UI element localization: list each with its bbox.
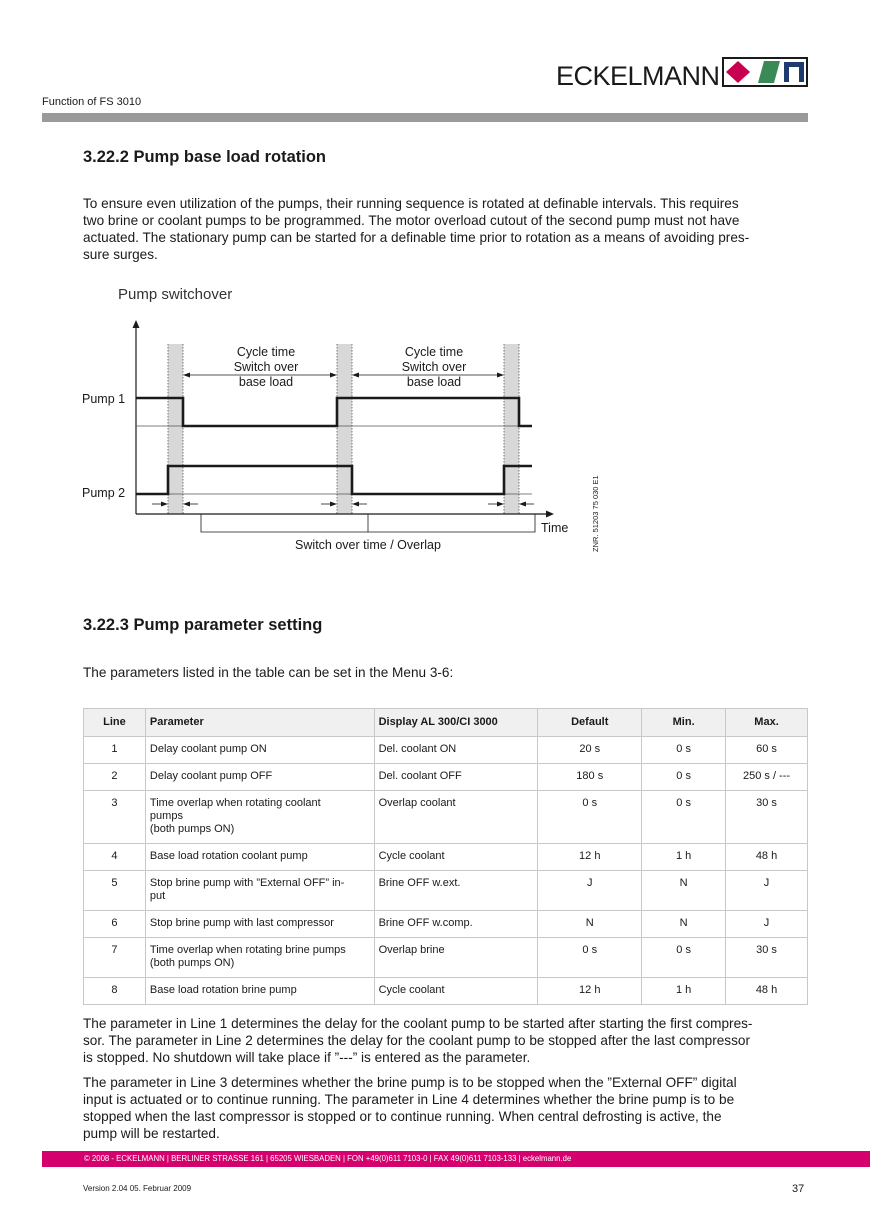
- cell-min: N: [642, 871, 726, 911]
- overlap-band: [337, 344, 352, 514]
- logo-parallelogram-icon: [758, 61, 780, 83]
- cell-line: 8: [84, 978, 146, 1005]
- cell-max: 30 s: [726, 938, 808, 978]
- cell-min: N: [642, 911, 726, 938]
- cell-default: 12 h: [538, 978, 642, 1005]
- pump2-label: Pump 2: [82, 486, 126, 500]
- pump-switchover-diagram: [70, 310, 610, 560]
- cell-display: Brine OFF w.comp.: [374, 911, 538, 938]
- cell-default: 20 s: [538, 737, 642, 764]
- table-header-row: [84, 709, 808, 737]
- cell-display: Cycle coolant: [374, 978, 538, 1005]
- closing-paragraph-2: [83, 1074, 808, 1142]
- cell-max: 48 h: [726, 844, 808, 871]
- footer-contact-text: © 2008 - ECKELMANN | BERLINER STRASSE 161 | 65205 WIESBADEN | FON +49(0)611 7103-0 | FAX 49(0)611 7103-133 | eckelmann.de: [84, 1154, 572, 1163]
- text-line: actuated. The stationary pump can be started for a definable time prior to rotation as a means of avoiding pres-: [83, 230, 750, 245]
- cell-min: 0 s: [642, 938, 726, 978]
- header-rule: [42, 113, 808, 122]
- closing-paragraph-1: [83, 1015, 808, 1066]
- header-subtitle: Function of FS 3010: [42, 96, 142, 108]
- cell-line: 2: [84, 764, 146, 791]
- logo-diamond-icon: [726, 61, 750, 83]
- text-line: pump will be restarted.: [83, 1126, 220, 1141]
- parameter-table: [83, 708, 808, 1005]
- section-heading-pump-base-load: 3.22.2 Pump base load rotation: [83, 148, 326, 166]
- cell-min: 1 h: [642, 844, 726, 871]
- col-header-parameter: Parameter: [145, 709, 374, 737]
- cell-default: 0 s: [538, 938, 642, 978]
- table-intro: The parameters listed in the table can be set in the Menu 3-6:: [83, 665, 454, 680]
- cycle2-line3: base load: [406, 375, 462, 389]
- table-row: [84, 871, 808, 911]
- table-row: [84, 978, 808, 1005]
- pump1-label: Pump 1: [82, 392, 126, 406]
- cell-line: 4: [84, 844, 146, 871]
- cell-default: 0 s: [538, 791, 642, 844]
- cell-min: 0 s: [642, 764, 726, 791]
- table-row: [84, 938, 808, 978]
- text-line: input is actuated or to continue running. The parameter in Line 4 determines whether the brine pump is to be: [83, 1092, 735, 1107]
- section-heading-pump-parameters: 3.22.3 Pump parameter setting: [83, 616, 323, 634]
- brand-logo-text: ECKELMANN: [556, 61, 720, 91]
- cell-max: 30 s: [726, 791, 808, 844]
- overlap-band: [504, 344, 519, 514]
- cell-max: J: [726, 871, 808, 911]
- table-row: [84, 764, 808, 791]
- cycle1-line2: Switch over: [233, 360, 299, 374]
- footer-bar: [42, 1151, 870, 1167]
- overlap-band: [168, 344, 183, 514]
- cell-line: 5: [84, 871, 146, 911]
- text-line: sor. The parameter in Line 2 determines the delay for the coolant pump to be stopped after the last compressor: [83, 1033, 750, 1048]
- cell-max: 60 s: [726, 737, 808, 764]
- cell-max: 250 s / ---: [726, 764, 808, 791]
- cell-min: 1 h: [642, 978, 726, 1005]
- cell-display: Brine OFF w.ext.: [374, 871, 538, 911]
- col-header-max: Max.: [726, 709, 808, 737]
- overlap-label: Switch over time / Overlap: [295, 538, 441, 552]
- cell-parameter: Time overlap when rotating coolant pumps (both pumps ON): [145, 791, 374, 844]
- cell-line: 1: [84, 737, 146, 764]
- drawing-ref-code: ZNR. 51203 75 030 E1: [591, 475, 600, 552]
- text-line: is stopped. No shutdown will take place if ”---” is entered as the parameter.: [83, 1050, 531, 1065]
- intro-paragraph: [83, 195, 803, 263]
- cell-parameter: Base load rotation brine pump: [145, 978, 374, 1005]
- cell-parameter: Stop brine pump with last compressor: [145, 911, 374, 938]
- time-label: Time: [541, 521, 569, 535]
- cell-line: 6: [84, 911, 146, 938]
- col-header-min: Min.: [642, 709, 726, 737]
- cell-display: Del. coolant OFF: [374, 764, 538, 791]
- cell-parameter: Delay coolant pump ON: [145, 737, 374, 764]
- text-line: To ensure even utilization of the pumps, their running sequence is rotated at definable intervals. This requires: [83, 196, 739, 211]
- cell-display: Cycle coolant: [374, 844, 538, 871]
- text-line: stopped when the last compressor is stopped or to continue running. When central defrosting is active, the: [83, 1109, 722, 1124]
- table-row: [84, 911, 808, 938]
- cycle1-line3: base load: [238, 375, 294, 389]
- footer-version: Version 2.04 05. Februar 2009: [83, 1184, 192, 1193]
- cell-default: N: [538, 911, 642, 938]
- diagram-title: Pump switchover: [118, 286, 233, 303]
- table-row: [84, 844, 808, 871]
- col-header-line: Line: [84, 709, 146, 737]
- cell-parameter: Stop brine pump with ”External OFF” in- put: [145, 871, 374, 911]
- cell-display: Del. coolant ON: [374, 737, 538, 764]
- cell-default: 180 s: [538, 764, 642, 791]
- cell-line: 3: [84, 791, 146, 844]
- brand-logo-mark: [722, 57, 808, 87]
- text-line: The parameter in Line 3 determines whether the brine pump is to be stopped when the ”External OFF” digital: [83, 1075, 737, 1090]
- cell-parameter: Time overlap when rotating brine pumps (both pumps ON): [145, 938, 374, 978]
- cell-display: Overlap brine: [374, 938, 538, 978]
- pump1-signal: [136, 398, 532, 426]
- col-header-default: Default: [538, 709, 642, 737]
- cell-max: 48 h: [726, 978, 808, 1005]
- table-row: [84, 791, 808, 844]
- page-number: 37: [792, 1183, 805, 1195]
- cell-parameter: Delay coolant pump OFF: [145, 764, 374, 791]
- cell-parameter: Base load rotation coolant pump: [145, 844, 374, 871]
- table-row: [84, 737, 808, 764]
- cell-max: J: [726, 911, 808, 938]
- cycle2-line2: Switch over: [401, 360, 467, 374]
- cycle1-line1: Cycle time: [236, 345, 296, 359]
- cell-default: 12 h: [538, 844, 642, 871]
- cell-min: 0 s: [642, 791, 726, 844]
- cell-line: 7: [84, 938, 146, 978]
- text-line: The parameter in Line 1 determines the delay for the coolant pump to be started after starting the first compres-: [83, 1016, 753, 1031]
- cycle2-line1: Cycle time: [404, 345, 464, 359]
- cell-min: 0 s: [642, 737, 726, 764]
- cell-display: Overlap coolant: [374, 791, 538, 844]
- text-line: sure surges.: [83, 247, 158, 262]
- pump2-signal: [136, 466, 532, 494]
- cell-default: J: [538, 871, 642, 911]
- text-line: two brine or coolant pumps to be programmed. The motor overload cutout of the second pump must not have: [83, 213, 740, 228]
- col-header-display: Display AL 300/CI 3000: [374, 709, 538, 737]
